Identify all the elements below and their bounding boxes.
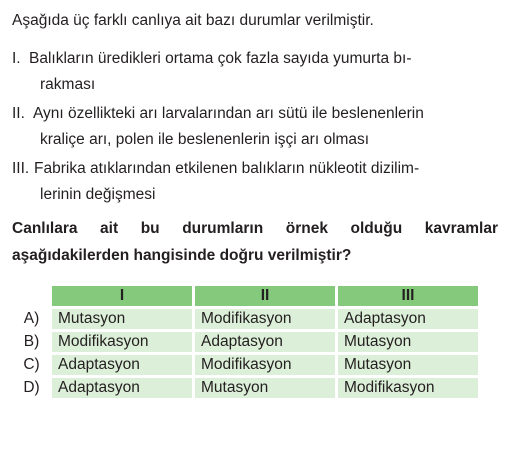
option-cell: Modifikasyon <box>195 355 335 375</box>
statement-numeral: I. <box>12 50 21 67</box>
statement-numeral: III. <box>12 160 30 177</box>
statement-text-line2: lerinin değişmesi <box>40 186 156 203</box>
statement-text-line1: Balıkların üredikleri ortama çok fazla sayıda yumurta bı- <box>29 50 412 67</box>
question-text <box>12 215 498 269</box>
statement-text-line2: kraliçe arı, polen ile beslenenlerin işçi arı olması <box>40 131 370 148</box>
header-col-iii: III <box>338 286 478 306</box>
answer-table-header-row <box>14 286 478 306</box>
option-letter[interactable]: D) <box>14 378 49 398</box>
option-letter[interactable]: C) <box>14 355 49 375</box>
header-col-i: I <box>52 286 192 306</box>
question-line2: aşağıdakilerden hangisinde doğru verilmiştir? <box>12 247 352 264</box>
option-cell: Mutasyon <box>338 355 478 375</box>
option-cell: Adaptasyon <box>52 355 192 375</box>
answer-option-d[interactable] <box>14 378 478 398</box>
option-cell: Adaptasyon <box>338 309 478 329</box>
option-cell: Mutasyon <box>52 309 192 329</box>
statement-i <box>12 46 502 98</box>
option-cell: Adaptasyon <box>52 378 192 398</box>
option-cell: Mutasyon <box>338 332 478 352</box>
option-cell: Adaptasyon <box>195 332 335 352</box>
option-letter[interactable]: B) <box>14 332 49 352</box>
option-cell: Modifikasyon <box>52 332 192 352</box>
statement-iii <box>12 156 502 208</box>
option-cell: Modifikasyon <box>195 309 335 329</box>
option-letter[interactable]: A) <box>14 309 49 329</box>
intro-text: Aşağıda üç farklı canlıya ait bazı durumlar verilmiştir. <box>12 12 374 29</box>
answer-option-a[interactable] <box>14 309 478 329</box>
question-line1: Canlılara ait bu durumların örnek olduğu kavramlar <box>12 220 498 237</box>
answer-table <box>11 283 481 401</box>
statement-ii <box>12 101 502 153</box>
statement-text-line1: Fabrika atıklarından etkilenen balıkların nükleotit dizilim- <box>34 160 420 177</box>
answer-option-c[interactable] <box>14 355 478 375</box>
statement-numeral: II. <box>12 105 25 122</box>
statement-text-line2: rakması <box>40 76 96 93</box>
header-empty-cell <box>14 286 49 306</box>
option-cell: Modifikasyon <box>338 378 478 398</box>
statement-text-line1: Aynı özellikteki arı larvalarından arı sütü ile beslenenlerin <box>33 105 424 122</box>
header-col-ii: II <box>195 286 335 306</box>
option-cell: Mutasyon <box>195 378 335 398</box>
answer-option-b[interactable] <box>14 332 478 352</box>
